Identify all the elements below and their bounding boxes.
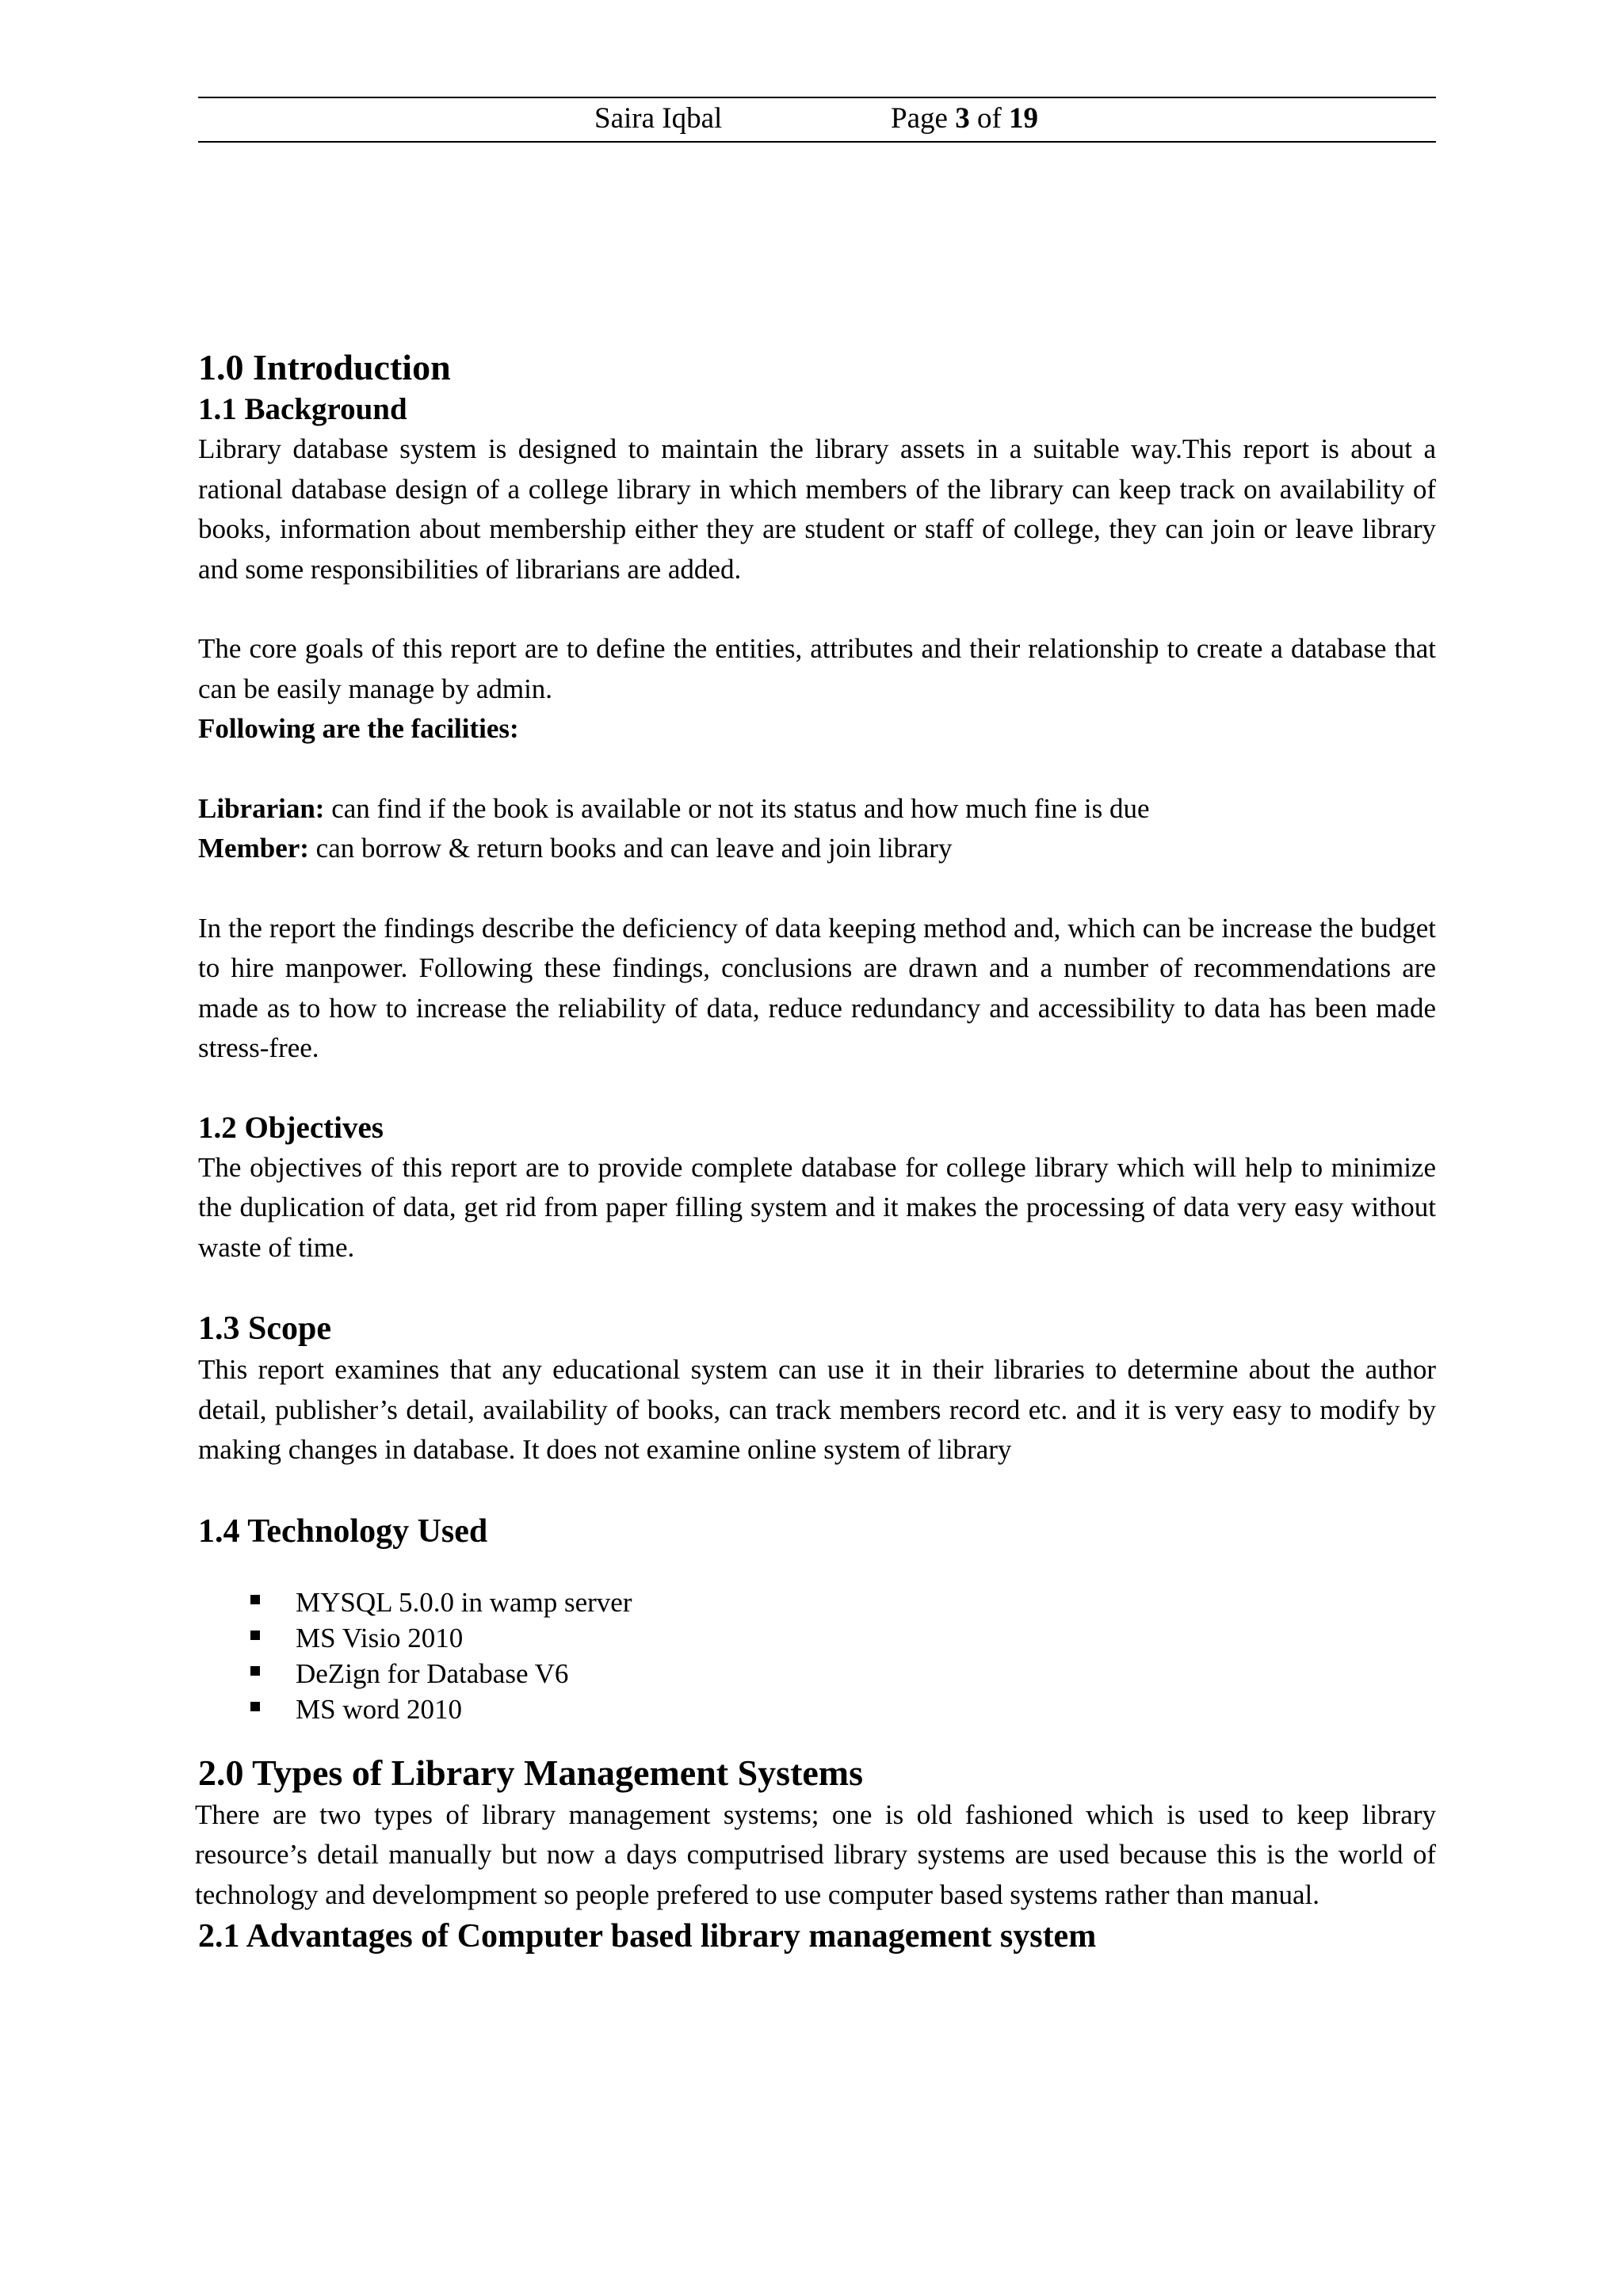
librarian-label: Librarian: — [198, 792, 325, 824]
member-label: Member: — [198, 833, 309, 864]
document-body — [195, 345, 1436, 1958]
page-header — [198, 97, 1436, 143]
technology-heading: 1.4 Technology Used — [198, 1512, 488, 1550]
background-paragraph-3: In the report the findings describe the deficiency of data keeping method and, which can be increase the budget to hire manpower. Following these findings, conclusions are drawn and a number of recommendations are made as to how to increase the reliability of data, reduce redundancy and accessibility to data has been made stress-free. — [198, 912, 1436, 1063]
scope-paragraph: This report examines that any educational system can use it in their libraries to determine about the author detail, publisher’s detail, availability of books, can track members record etc. and it is very easy to modify by making changes in database. It does not examine online system of library — [198, 1354, 1436, 1465]
page-prefix: Page — [891, 102, 956, 135]
list-item-label: MYSQL 5.0.0 in wamp server — [296, 1586, 632, 1618]
list-item-label: DeZign for Database V6 — [296, 1657, 569, 1689]
page-total: 19 — [1009, 102, 1039, 135]
header-page-number — [891, 103, 1038, 135]
background-heading: 1.1 Background — [198, 392, 407, 426]
bullet-square-icon — [250, 1666, 260, 1676]
member-text: can borrow & return books and can leave and join library — [308, 833, 953, 864]
scope-heading: 1.3 Scope — [198, 1310, 331, 1347]
advantages-heading: 2.1 Advantages of Computer based library management system — [198, 1918, 1097, 1955]
librarian-line — [198, 789, 1436, 830]
header-author: Saira Iqbal — [594, 102, 723, 135]
list-item-label: MS Visio 2010 — [296, 1622, 464, 1653]
background-paragraph-1: Library database system is designed to maintain the library assets in a suitable way.This report is about a rational database design of a college library in which members of the library can keep track on availability of books, information about membership either they are student or staff of college, they can join or leave library and some responsibilities of librarians are added. — [198, 433, 1436, 585]
objectives-heading: 1.2 Objectives — [198, 1110, 384, 1145]
librarian-text: can find if the book is available or not its status and how much fine is due — [324, 792, 1150, 824]
list-item — [198, 1656, 1436, 1691]
list-item — [198, 1691, 1436, 1727]
page-current: 3 — [955, 102, 970, 135]
types-paragraph: There are two types of library management systems; one is old fashioned which is used to keep library resource’s detail manually but now a days computrised library systems are used because this is the world of technology and develompment so people prefered to use computer based systems rather than manual. — [195, 1798, 1436, 1910]
page-of: of — [969, 102, 1010, 135]
list-item — [198, 1585, 1436, 1620]
introduction-heading: 1.0 Introduction — [198, 347, 451, 387]
technology-list — [198, 1585, 1436, 1727]
objectives-paragraph: The objectives of this report are to provide complete database for college library which will help to minimize the duplication of data, get rid from paper filling system and it makes the processing of data very easy without waste of time. — [198, 1151, 1436, 1263]
member-line — [198, 829, 1436, 869]
types-heading: 2.0 Types of Library Management Systems — [198, 1752, 864, 1793]
bullet-square-icon — [250, 1630, 260, 1640]
list-item-label: MS word 2010 — [296, 1693, 463, 1725]
list-item — [198, 1620, 1436, 1656]
bullet-square-icon — [250, 1702, 260, 1711]
background-paragraph-2: The core goals of this report are to define the entities, attributes and their relationship to create a database that can be easily manage by admin. — [198, 633, 1436, 704]
bullet-square-icon — [250, 1595, 260, 1604]
facilities-label: Following are the facilities: — [198, 713, 519, 744]
